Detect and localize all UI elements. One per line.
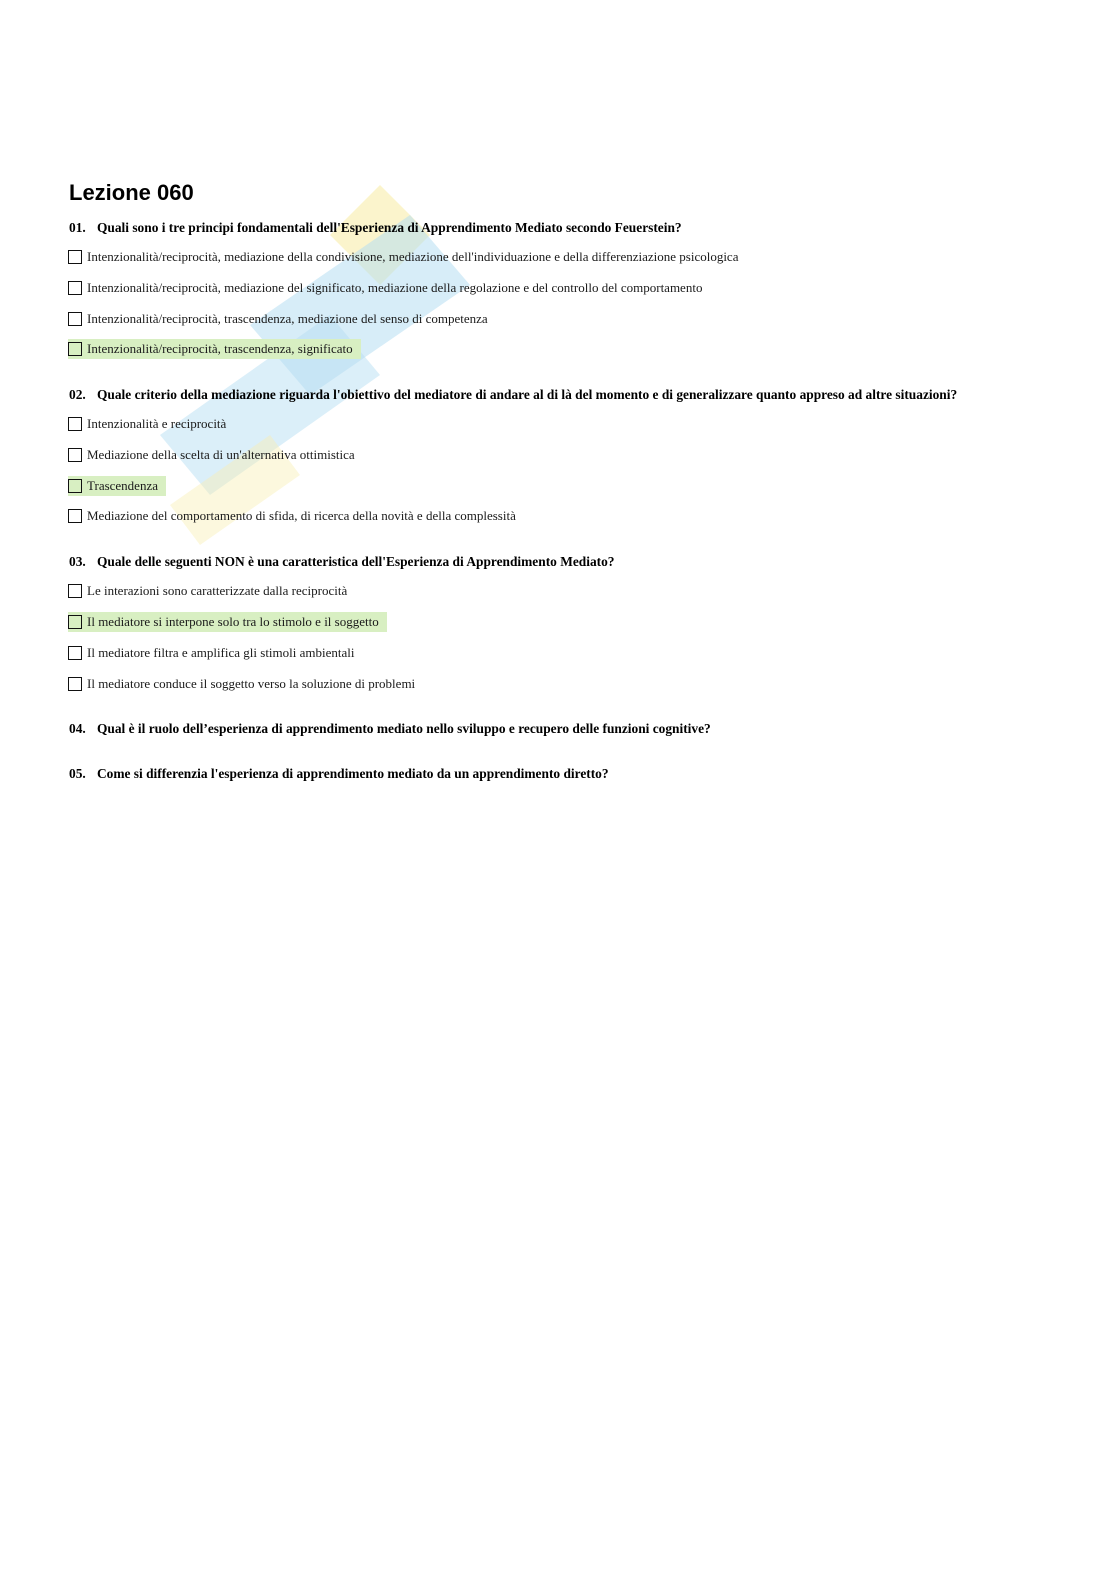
question-03 (69, 554, 615, 570)
answer-text: Il mediatore filtra e amplifica gli stimoli ambientali (87, 645, 355, 660)
question-text: Quale criterio della mediazione riguarda l'obiettivo del mediatore di andare al di là del momento e di generalizzare quanto appreso ad altre situazioni? (97, 387, 958, 402)
question-text: Quali sono i tre principi fondamentali dell'Esperienza di Apprendimento Mediato secondo Feuerstein? (97, 220, 682, 235)
checkbox-icon[interactable] (68, 417, 82, 431)
checkbox-icon[interactable] (68, 677, 82, 691)
lesson-title: Lezione 060 (69, 180, 194, 205)
answer-option[interactable] (68, 674, 415, 694)
checkbox-icon[interactable] (68, 615, 82, 629)
answer-text: Intenzionalità/reciprocità, mediazione della condivisione, mediazione dell'individuazione e della differenziazione psicologica (87, 249, 739, 264)
answer-option-highlighted[interactable] (68, 612, 387, 632)
question-number: 05. (69, 766, 86, 781)
answer-text: Trascendenza (87, 478, 158, 493)
question-01 (69, 220, 682, 236)
answer-text: Intenzionalità/reciprocità, mediazione del significato, mediazione della regolazione e del controllo del comportamento (87, 280, 703, 295)
checkbox-icon[interactable] (68, 584, 82, 598)
answer-option[interactable] (68, 581, 347, 601)
answer-text: Mediazione della scelta di un'alternativa ottimistica (87, 447, 355, 462)
answer-text: Le interazioni sono caratterizzate dalla reciprocità (87, 583, 348, 598)
answer-text: Intenzionalità/reciprocità, trascendenza, mediazione del senso di competenza (87, 311, 488, 326)
checkbox-icon[interactable] (68, 281, 82, 295)
question-number: 01. (69, 220, 86, 235)
question-text: Qual è il ruolo dell’esperienza di apprendimento mediato nello sviluppo e recupero delle funzioni cognitive? (97, 721, 711, 736)
answer-text: Intenzionalità/reciprocità, trascendenza, significato (87, 341, 353, 356)
answer-text: Intenzionalità e reciprocità (87, 416, 227, 431)
checkbox-icon[interactable] (68, 250, 82, 264)
question-02 (69, 387, 957, 403)
answer-option[interactable] (68, 414, 226, 434)
watermark-logo (130, 175, 530, 595)
question-05 (69, 766, 609, 782)
answer-option[interactable] (68, 643, 355, 663)
question-number: 02. (69, 387, 86, 402)
checkbox-icon[interactable] (68, 342, 82, 356)
checkbox-icon[interactable] (68, 646, 82, 660)
checkbox-icon[interactable] (68, 479, 82, 493)
question-number: 03. (69, 554, 86, 569)
question-04 (69, 721, 711, 737)
answer-option-highlighted[interactable] (68, 339, 361, 359)
checkbox-icon[interactable] (68, 448, 82, 462)
answer-text: Mediazione del comportamento di sfida, di ricerca della novità e della complessità (87, 508, 516, 523)
answer-text: Il mediatore si interpone solo tra lo stimolo e il soggetto (87, 614, 379, 629)
answer-option[interactable] (68, 506, 516, 526)
checkbox-icon[interactable] (68, 312, 82, 326)
checkbox-icon[interactable] (68, 509, 82, 523)
question-text: Quale delle seguenti NON è una caratteristica dell'Esperienza di Apprendimento Mediato? (97, 554, 615, 569)
answer-option-highlighted[interactable] (68, 476, 166, 496)
answer-option[interactable] (68, 445, 355, 465)
answer-text: Il mediatore conduce il soggetto verso la soluzione di problemi (87, 676, 416, 691)
answer-option[interactable] (68, 278, 702, 298)
answer-option[interactable] (68, 309, 488, 329)
question-number: 04. (69, 721, 86, 736)
answer-option[interactable] (68, 247, 738, 267)
watermark-diamond (160, 185, 470, 545)
question-text: Come si differenzia l'esperienza di apprendimento mediato da un apprendimento diretto? (97, 766, 609, 781)
